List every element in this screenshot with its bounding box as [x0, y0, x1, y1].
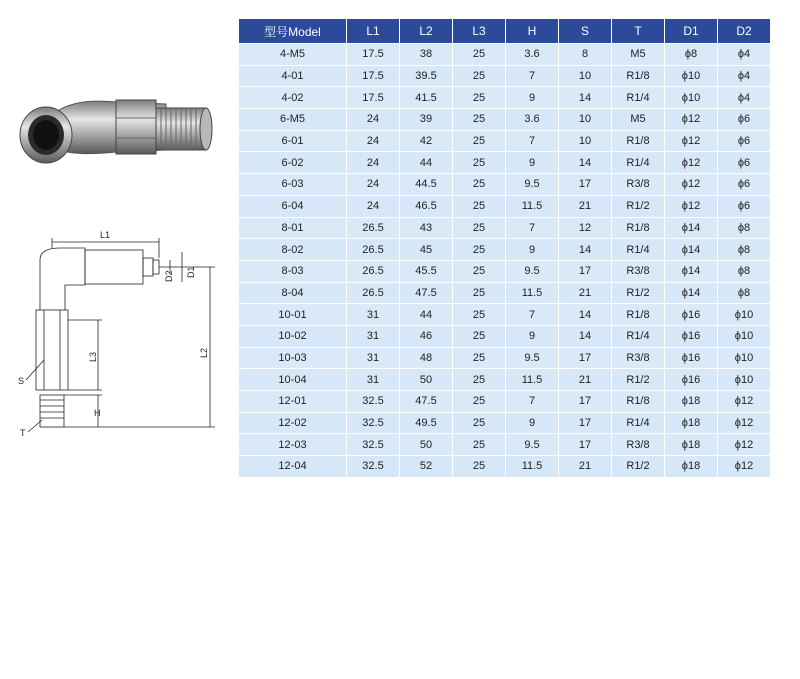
table-cell: 49.5	[400, 412, 453, 434]
table-cell: 7	[506, 217, 559, 239]
table-cell: 6-02	[239, 152, 347, 174]
table-cell: 10	[559, 65, 612, 87]
table-cell: 38	[400, 44, 453, 66]
table-cell: 11.5	[506, 195, 559, 217]
table-cell: R1/2	[612, 195, 665, 217]
table-cell: 12-02	[239, 412, 347, 434]
table-cell: 4-01	[239, 65, 347, 87]
header-t: T	[612, 19, 665, 44]
table-cell: 24	[347, 195, 400, 217]
table-cell: 3.6	[506, 44, 559, 66]
table-cell: R3/8	[612, 260, 665, 282]
table-cell: 9	[506, 87, 559, 109]
header-l2: L2	[400, 19, 453, 44]
table-cell: 9	[506, 412, 559, 434]
table-cell: 3.6	[506, 109, 559, 131]
table-cell: 44.5	[400, 174, 453, 196]
table-row	[239, 369, 771, 391]
table-cell: 25	[453, 87, 506, 109]
spec-table-body	[239, 44, 771, 478]
table-cell: 7	[506, 65, 559, 87]
label-d2: D2	[164, 270, 174, 282]
table-cell: 6-04	[239, 195, 347, 217]
table-cell: 25	[453, 434, 506, 456]
table-row	[239, 130, 771, 152]
table-cell: 4-M5	[239, 44, 347, 66]
table-cell: ϕ16	[665, 347, 718, 369]
header-s: S	[559, 19, 612, 44]
table-cell: 10	[559, 109, 612, 131]
table-cell: 21	[559, 369, 612, 391]
table-cell: ϕ18	[665, 412, 718, 434]
label-s: S	[18, 376, 25, 386]
table-row	[239, 174, 771, 196]
table-cell: 25	[453, 109, 506, 131]
table-cell: 25	[453, 130, 506, 152]
table-cell: 9.5	[506, 174, 559, 196]
table-cell: 26.5	[347, 260, 400, 282]
table-cell: R1/2	[612, 456, 665, 478]
table-cell: 32.5	[347, 434, 400, 456]
table-cell: 17	[559, 391, 612, 413]
table-cell: ϕ4	[718, 87, 771, 109]
table-cell: 25	[453, 260, 506, 282]
table-cell: ϕ10	[718, 347, 771, 369]
table-cell: ϕ10	[718, 369, 771, 391]
table-cell: 17.5	[347, 87, 400, 109]
table-row	[239, 325, 771, 347]
table-cell: 24	[347, 109, 400, 131]
table-row	[239, 239, 771, 261]
table-cell: 14	[559, 87, 612, 109]
table-cell: 4-02	[239, 87, 347, 109]
table-cell: 25	[453, 325, 506, 347]
table-cell: 39.5	[400, 65, 453, 87]
table-row	[239, 456, 771, 478]
table-cell: 25	[453, 304, 506, 326]
table-cell: 50	[400, 434, 453, 456]
table-cell: 24	[347, 174, 400, 196]
table-row	[239, 347, 771, 369]
table-cell: 31	[347, 325, 400, 347]
table-cell: ϕ12	[718, 391, 771, 413]
table-row	[239, 44, 771, 66]
table-cell: ϕ14	[665, 282, 718, 304]
table-cell: 11.5	[506, 456, 559, 478]
table-cell: 25	[453, 456, 506, 478]
table-cell: 17	[559, 412, 612, 434]
table-cell: R1/4	[612, 325, 665, 347]
table-row	[239, 87, 771, 109]
table-cell: 25	[453, 217, 506, 239]
table-cell: 25	[453, 369, 506, 391]
table-cell: R1/4	[612, 239, 665, 261]
header-l1: L1	[347, 19, 400, 44]
table-cell: 47.5	[400, 391, 453, 413]
table-cell: 25	[453, 152, 506, 174]
table-cell: 24	[347, 130, 400, 152]
table-cell: 31	[347, 304, 400, 326]
table-cell: 12-01	[239, 391, 347, 413]
table-cell: 25	[453, 44, 506, 66]
table-cell: 52	[400, 456, 453, 478]
header-model: 型号Model	[239, 19, 347, 44]
table-cell: 9	[506, 325, 559, 347]
table-header-row	[239, 19, 771, 44]
table-cell: ϕ14	[665, 239, 718, 261]
table-cell: 14	[559, 304, 612, 326]
table-cell: ϕ6	[718, 152, 771, 174]
table-cell: 50	[400, 369, 453, 391]
table-cell: 25	[453, 282, 506, 304]
table-cell: 9	[506, 152, 559, 174]
table-cell: 17.5	[347, 44, 400, 66]
table-cell: ϕ10	[665, 87, 718, 109]
table-cell: 25	[453, 239, 506, 261]
header-d1: D1	[665, 19, 718, 44]
table-cell: R1/8	[612, 130, 665, 152]
table-cell: 48	[400, 347, 453, 369]
table-cell: ϕ12	[665, 109, 718, 131]
table-cell: 10-04	[239, 369, 347, 391]
table-cell: R1/2	[612, 282, 665, 304]
table-cell: R1/4	[612, 152, 665, 174]
table-row	[239, 282, 771, 304]
table-cell: 26.5	[347, 217, 400, 239]
table-cell: ϕ16	[665, 325, 718, 347]
dimension-drawing	[10, 230, 230, 450]
table-cell: 21	[559, 195, 612, 217]
table-cell: 32.5	[347, 456, 400, 478]
table-row	[239, 109, 771, 131]
table-cell: ϕ18	[665, 456, 718, 478]
table-cell: 25	[453, 65, 506, 87]
table-cell: 9.5	[506, 434, 559, 456]
table-cell: 45	[400, 239, 453, 261]
table-cell: R1/4	[612, 412, 665, 434]
table-cell: 6-M5	[239, 109, 347, 131]
table-row	[239, 65, 771, 87]
header-d2: D2	[718, 19, 771, 44]
label-d1: D1	[186, 266, 196, 278]
label-h: H	[94, 408, 101, 418]
table-cell: ϕ12	[718, 412, 771, 434]
table-cell: ϕ10	[718, 304, 771, 326]
table-cell: ϕ8	[718, 282, 771, 304]
table-cell: ϕ6	[718, 109, 771, 131]
table-cell: ϕ8	[718, 260, 771, 282]
table-cell: 45.5	[400, 260, 453, 282]
table-cell: 17	[559, 260, 612, 282]
table-cell: 26.5	[347, 239, 400, 261]
table-cell: ϕ14	[665, 260, 718, 282]
table-cell: R1/8	[612, 304, 665, 326]
table-cell: 10	[559, 130, 612, 152]
table-cell: 25	[453, 391, 506, 413]
table-cell: ϕ10	[718, 325, 771, 347]
table-cell: 25	[453, 174, 506, 196]
table-cell: ϕ4	[718, 65, 771, 87]
table-row	[239, 434, 771, 456]
table-cell: 26.5	[347, 282, 400, 304]
table-cell: 10-02	[239, 325, 347, 347]
label-l1: L1	[100, 230, 111, 240]
table-cell: ϕ14	[665, 217, 718, 239]
table-cell: 9.5	[506, 347, 559, 369]
table-row	[239, 391, 771, 413]
table-cell: 17	[559, 347, 612, 369]
table-cell: ϕ8	[718, 217, 771, 239]
table-cell: R1/8	[612, 391, 665, 413]
table-cell: ϕ12	[665, 195, 718, 217]
table-cell: 7	[506, 391, 559, 413]
table-cell: 8-02	[239, 239, 347, 261]
table-cell: ϕ16	[665, 304, 718, 326]
table-cell: 17	[559, 174, 612, 196]
table-cell: ϕ8	[718, 239, 771, 261]
table-cell: ϕ8	[665, 44, 718, 66]
table-cell: M5	[612, 44, 665, 66]
table-cell: 46.5	[400, 195, 453, 217]
product-photo	[16, 90, 216, 170]
table-cell: ϕ6	[718, 195, 771, 217]
table-cell: ϕ6	[718, 130, 771, 152]
table-cell: 25	[453, 195, 506, 217]
table-cell: 25	[453, 412, 506, 434]
table-cell: 12-03	[239, 434, 347, 456]
table-cell: 46	[400, 325, 453, 347]
table-cell: 17.5	[347, 65, 400, 87]
table-cell: ϕ12	[665, 152, 718, 174]
table-cell: 21	[559, 282, 612, 304]
header-l3: L3	[453, 19, 506, 44]
table-cell: ϕ18	[665, 391, 718, 413]
table-cell: 11.5	[506, 369, 559, 391]
table-cell: 14	[559, 239, 612, 261]
table-cell: R1/8	[612, 65, 665, 87]
table-cell: 25	[453, 347, 506, 369]
table-cell: ϕ12	[718, 434, 771, 456]
table-cell: 24	[347, 152, 400, 174]
table-cell: 10-03	[239, 347, 347, 369]
table-cell: 9.5	[506, 260, 559, 282]
table-cell: R1/8	[612, 217, 665, 239]
table-cell: 43	[400, 217, 453, 239]
spec-table	[238, 18, 771, 478]
table-cell: ϕ12	[665, 130, 718, 152]
table-row	[239, 217, 771, 239]
table-cell: 8-03	[239, 260, 347, 282]
table-cell: 8	[559, 44, 612, 66]
table-row	[239, 260, 771, 282]
table-cell: 44	[400, 304, 453, 326]
table-cell: 17	[559, 434, 612, 456]
label-t: T	[20, 428, 26, 438]
table-cell: 9	[506, 239, 559, 261]
table-cell: ϕ4	[718, 44, 771, 66]
table-cell: 21	[559, 456, 612, 478]
table-cell: ϕ16	[665, 369, 718, 391]
table-cell: 8-01	[239, 217, 347, 239]
table-cell: R3/8	[612, 434, 665, 456]
table-cell: R3/8	[612, 347, 665, 369]
table-cell: 44	[400, 152, 453, 174]
table-cell: 6-03	[239, 174, 347, 196]
header-h: H	[506, 19, 559, 44]
table-cell: 7	[506, 304, 559, 326]
table-cell: ϕ10	[665, 65, 718, 87]
table-cell: 42	[400, 130, 453, 152]
table-row	[239, 412, 771, 434]
table-cell: R3/8	[612, 174, 665, 196]
table-cell: 12-04	[239, 456, 347, 478]
table-row	[239, 304, 771, 326]
table-cell: 32.5	[347, 412, 400, 434]
table-cell: 8-04	[239, 282, 347, 304]
table-cell: R1/2	[612, 369, 665, 391]
table-cell: ϕ6	[718, 174, 771, 196]
table-cell: 31	[347, 347, 400, 369]
table-cell: 39	[400, 109, 453, 131]
label-l3: L3	[88, 351, 98, 362]
table-cell: 11.5	[506, 282, 559, 304]
table-row	[239, 195, 771, 217]
table-cell: 12	[559, 217, 612, 239]
table-cell: M5	[612, 109, 665, 131]
table-cell: 47.5	[400, 282, 453, 304]
table-cell: 31	[347, 369, 400, 391]
table-cell: 14	[559, 325, 612, 347]
table-row	[239, 152, 771, 174]
table-cell: 32.5	[347, 391, 400, 413]
table-cell: 7	[506, 130, 559, 152]
table-cell: 10-01	[239, 304, 347, 326]
table-cell: 41.5	[400, 87, 453, 109]
table-cell: 6-01	[239, 130, 347, 152]
table-cell: R1/4	[612, 87, 665, 109]
table-cell: 14	[559, 152, 612, 174]
table-cell: ϕ12	[665, 174, 718, 196]
label-l2: L2	[199, 347, 209, 358]
table-cell: ϕ12	[718, 456, 771, 478]
table-cell: ϕ18	[665, 434, 718, 456]
